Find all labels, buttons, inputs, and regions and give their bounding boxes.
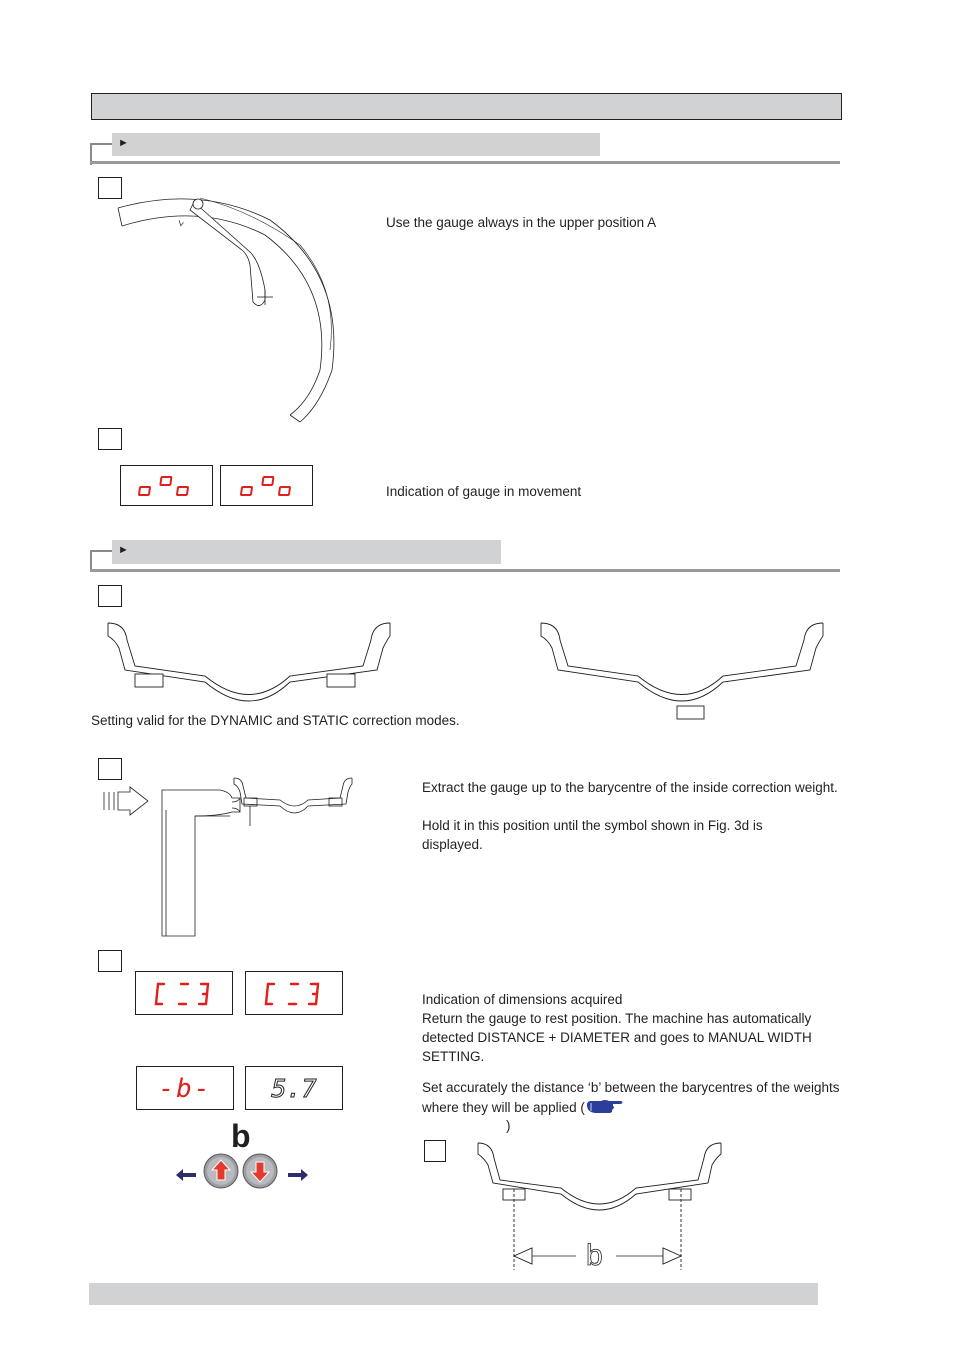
section-2-rule [90,569,840,572]
acquired-segments-right [246,972,344,1016]
display-b-right [245,1066,343,1110]
left-arrow-icon [176,1168,196,1186]
hold-position-text: Hold it in this position until the symbol shown in Fig. 3d is displayed. [422,818,763,852]
display-b-left [136,1066,234,1110]
header-bar [91,93,842,120]
triangle-right-icon: ► [118,137,129,149]
extract-gauge-text: Extract the gauge up to the barycentre of the inside correction weight. [422,780,838,795]
acquired-segments-left [136,972,234,1016]
display-movement-right [220,465,313,506]
figure-label-box-5 [98,950,122,972]
figure-label-box-3 [98,585,122,607]
svg-text:∠: ∠ [176,218,186,229]
gauge-arc-drawing [110,190,350,430]
rim-profile-one-weight [538,618,828,723]
setting-valid-text: Setting valid for the DYNAMIC and STATIC correction modes. [91,713,460,728]
set-distance-text [422,1078,842,1117]
movement-segments-right [221,466,314,507]
b-dimension-label: b [586,1239,603,1272]
display-acquired-left [135,971,233,1015]
movement-segments-left [121,466,214,507]
rim-profile-two-weights [105,618,395,718]
set-distance-label: Set accurately the distance ‘b’ between the barycentres of the weights where they will be applied ( [422,1080,840,1115]
b-big-label: b [231,1118,251,1154]
section-1-tab [112,133,600,156]
section-2-tab [112,540,501,564]
display-b-left-value: -b- [158,1074,212,1104]
dims-acquired-text: Indication of dimensions acquired [422,992,623,1007]
display-movement-left [120,465,213,506]
gauge-extraction-drawing [100,770,360,945]
arrow-up-button[interactable] [203,1153,239,1194]
display-acquired-right [245,971,343,1015]
triangle-right-icon: ► [118,544,129,556]
display-b-right-value: 5.7 [271,1074,317,1103]
gauge-upper-text: Use the gauge always in the upper position A [386,215,657,230]
return-gauge-text: Return the gauge to rest position. The machine has automatically detected DISTANCE + DIAMETER and goes to MANUAL WIDTH SETTING. [422,1011,812,1064]
figure-label-box-6 [424,1140,446,1162]
pointing-hand-icon [585,1097,625,1115]
section-1-rule [90,161,840,164]
arrow-down-button[interactable] [242,1153,278,1194]
rim-b-dimension-drawing [476,1138,731,1273]
gauge-movement-text: Indication of gauge in movement [386,484,582,499]
right-arrow-icon [288,1168,308,1186]
close-paren-text: ) [506,1118,511,1133]
footer-bar [89,1283,818,1305]
figure-label-box-2 [98,428,122,450]
